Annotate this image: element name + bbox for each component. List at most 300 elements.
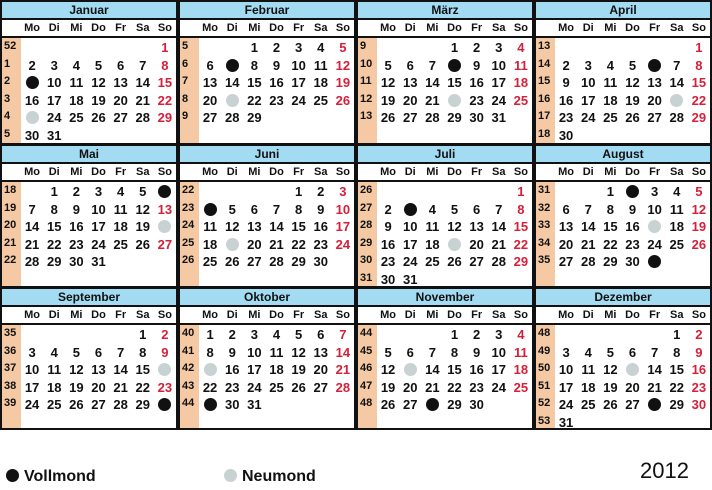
new-moon-icon xyxy=(448,94,461,107)
weekday-label: Sa xyxy=(492,166,506,178)
day-number: 11 xyxy=(203,219,217,234)
day-number: 23 xyxy=(69,236,84,252)
day-number: 12 xyxy=(291,344,306,360)
week-number: 5 xyxy=(4,127,11,140)
weekday-label: Sa xyxy=(492,309,506,321)
day-number: 22 xyxy=(603,236,618,252)
day-number: 10 xyxy=(247,344,262,360)
day-number: 22 xyxy=(447,379,462,395)
day-number: 29 xyxy=(603,254,618,269)
week-number: 26 xyxy=(360,184,373,196)
week-number: 37 xyxy=(4,362,17,374)
week-number: 41 xyxy=(182,344,195,357)
day-number: 23 xyxy=(380,254,396,269)
month-name: November xyxy=(358,289,532,307)
day-number: 16 xyxy=(558,92,574,108)
full-moon-icon xyxy=(404,203,417,216)
full-moon-icon xyxy=(204,203,217,216)
week-number: 29 xyxy=(360,236,373,249)
weekday-label: Mo xyxy=(558,22,575,34)
day-number: 1 xyxy=(139,327,147,342)
day-number: 4 xyxy=(50,344,58,360)
day-number: 14 xyxy=(335,344,351,360)
weekday-label: Di xyxy=(226,309,238,321)
day-number: 14 xyxy=(580,219,596,234)
day-number: 6 xyxy=(117,57,125,73)
day-number: 9 xyxy=(72,201,80,217)
week-number: 53 xyxy=(538,414,551,427)
full-moon-icon xyxy=(158,185,171,198)
day-number: 26 xyxy=(447,254,462,269)
new-moon-icon xyxy=(226,238,239,251)
new-moon-icon xyxy=(404,363,417,376)
month-märz xyxy=(356,0,534,145)
day-number: 12 xyxy=(69,362,84,377)
week-number: 15 xyxy=(538,75,551,87)
week-number: 38 xyxy=(4,379,17,392)
day-number: 23 xyxy=(313,236,328,252)
day-number: 18 xyxy=(69,92,84,108)
week-number: 23 xyxy=(182,201,195,214)
weekday-label: Mo xyxy=(202,166,219,178)
week-number: 39 xyxy=(4,397,17,409)
weekday-label: Fr xyxy=(293,166,305,178)
week-number: 14 xyxy=(538,57,551,70)
day-number: 11 xyxy=(514,57,528,73)
day-number: 29 xyxy=(157,110,173,125)
day-number: 3 xyxy=(495,40,503,55)
day-number: 13 xyxy=(469,219,484,234)
day-number: 15 xyxy=(691,75,707,90)
week-number: 50 xyxy=(538,362,551,374)
day-number: 21 xyxy=(491,236,506,252)
day-number: 24 xyxy=(580,110,596,125)
weekday-label: Mo xyxy=(202,22,219,34)
new-moon-icon xyxy=(158,363,171,376)
day-number: 17 xyxy=(247,362,262,377)
day-number: 20 xyxy=(247,236,262,252)
day-number: 5 xyxy=(228,201,236,217)
weekday-label: Mo xyxy=(380,166,397,178)
day-number: 1 xyxy=(673,327,681,342)
day-number: 9 xyxy=(562,75,570,90)
day-number: 26 xyxy=(691,236,707,252)
day-number: 22 xyxy=(46,236,62,252)
day-number: 29 xyxy=(135,397,150,412)
day-number: 22 xyxy=(291,236,306,252)
day-number: 16 xyxy=(269,75,284,90)
weekday-label: Mi xyxy=(604,22,617,34)
week-number: 16 xyxy=(538,92,551,105)
weekday-label: Mi xyxy=(248,166,261,178)
day-number: 15 xyxy=(447,75,462,90)
day-number: 29 xyxy=(291,254,306,269)
day-number: 25 xyxy=(603,110,618,125)
day-number: 28 xyxy=(580,254,596,269)
day-number: 13 xyxy=(113,75,128,90)
day-number: 19 xyxy=(625,92,640,108)
weekday-label: Do xyxy=(269,309,284,321)
weekday-label: Di xyxy=(48,22,60,34)
day-number: 11 xyxy=(603,75,618,90)
day-number: 2 xyxy=(161,327,169,342)
weekday-label: Fr xyxy=(471,166,483,178)
day-number: 14 xyxy=(425,75,440,90)
weekday-label: Do xyxy=(91,22,106,34)
day-number: 20 xyxy=(625,379,640,395)
weekday-header xyxy=(180,20,354,38)
day-number: 21 xyxy=(580,236,596,252)
full-moon-icon xyxy=(204,398,217,411)
week-number: 5 xyxy=(182,40,189,52)
day-number: 18 xyxy=(513,362,529,377)
week-number: 27 xyxy=(360,201,373,214)
day-number: 8 xyxy=(295,201,303,217)
day-number: 27 xyxy=(402,110,418,125)
weekday-label: Mi xyxy=(426,22,439,34)
weekday-label: So xyxy=(335,22,350,34)
month-name: September xyxy=(2,289,176,307)
day-number: 19 xyxy=(335,75,351,90)
weekday-label: Mi xyxy=(604,166,617,178)
full-moon-icon xyxy=(6,469,19,482)
day-number: 19 xyxy=(69,379,84,395)
day-number: 25 xyxy=(269,379,284,395)
day-number: 25 xyxy=(313,92,328,108)
day-number: 7 xyxy=(272,201,281,217)
day-number: 27 xyxy=(91,397,106,412)
legend-new-moon xyxy=(224,466,316,488)
week-number: 44 xyxy=(360,327,373,339)
day-number: 8 xyxy=(673,344,681,360)
day-number: 12 xyxy=(625,75,640,90)
day-number: 25 xyxy=(113,236,128,252)
day-number: 17 xyxy=(491,362,506,377)
full-moon-icon xyxy=(648,59,661,72)
day-number: 21 xyxy=(24,236,40,252)
weekday-label: Do xyxy=(625,309,640,321)
day-number: 1 xyxy=(206,327,214,342)
day-number: 28 xyxy=(335,379,351,395)
weekday-header xyxy=(2,164,176,182)
weekday-label: Fr xyxy=(293,22,305,34)
weekday-label: So xyxy=(691,22,706,34)
full-moon-icon xyxy=(26,76,39,89)
day-number: 8 xyxy=(450,344,459,360)
day-number: 29 xyxy=(447,397,462,412)
day-number: 2 xyxy=(473,40,481,55)
weekday-header xyxy=(536,307,710,325)
day-number: 28 xyxy=(491,254,506,269)
day-number: 2 xyxy=(384,201,392,217)
day-number: 10 xyxy=(91,201,106,217)
weekday-label: Mo xyxy=(24,166,41,178)
day-number: 6 xyxy=(406,344,414,360)
day-number: 9 xyxy=(695,344,703,360)
day-number: 12 xyxy=(447,219,462,234)
day-number: 4 xyxy=(673,184,681,199)
day-number: 13 xyxy=(558,219,574,234)
day-number: 1 xyxy=(606,184,614,199)
week-number: 17 xyxy=(538,110,551,122)
weekday-label: Mo xyxy=(202,309,219,321)
day-number: 10 xyxy=(335,201,351,217)
day-number: 12 xyxy=(380,75,396,90)
weekday-label: Sa xyxy=(670,22,684,34)
weekday-header xyxy=(358,307,532,325)
day-number: 6 xyxy=(250,201,258,217)
day-number: 14 xyxy=(269,219,284,234)
day-number: 11 xyxy=(425,219,440,234)
week-number: 30 xyxy=(360,254,373,266)
day-number: 12 xyxy=(135,201,150,217)
week-number: 52 xyxy=(4,40,17,52)
legend-new-label: Neumond xyxy=(242,468,316,485)
day-number: 14 xyxy=(24,219,40,234)
day-number: 9 xyxy=(473,344,481,360)
day-number: 24 xyxy=(335,236,351,252)
day-number: 18 xyxy=(202,236,218,252)
weekday-label: Do xyxy=(269,22,284,34)
day-number: 9 xyxy=(473,57,481,73)
month-name: Februar xyxy=(180,2,354,20)
weekday-label: Do xyxy=(91,309,106,321)
day-number: 11 xyxy=(581,362,596,377)
day-number: 23 xyxy=(469,379,484,395)
week-number: 18 xyxy=(4,184,17,196)
day-number: 19 xyxy=(603,379,618,395)
day-number: 10 xyxy=(491,57,506,73)
weekday-label: Sa xyxy=(136,309,150,321)
day-number: 30 xyxy=(558,127,574,143)
day-number: 8 xyxy=(517,201,525,217)
month-januar xyxy=(0,0,178,145)
day-number: 22 xyxy=(513,236,529,252)
weekday-label: Sa xyxy=(670,309,684,321)
day-number: 26 xyxy=(135,236,150,252)
weekday-label: Mo xyxy=(380,309,397,321)
weekday-label: Di xyxy=(582,309,594,321)
day-number: 11 xyxy=(313,57,328,73)
weekday-label: Sa xyxy=(314,22,328,34)
day-number: 5 xyxy=(139,184,147,199)
day-number: 28 xyxy=(224,110,240,125)
month-august xyxy=(534,144,712,288)
week-number: 9 xyxy=(182,110,189,122)
day-number: 25 xyxy=(425,254,440,269)
day-number: 10 xyxy=(291,57,306,73)
day-number: 15 xyxy=(447,362,462,377)
week-number: 25 xyxy=(182,236,195,249)
day-number: 16 xyxy=(380,236,396,252)
day-number: 22 xyxy=(669,379,684,395)
month-name: Dezember xyxy=(536,289,710,307)
day-number: 27 xyxy=(113,110,128,125)
day-number: 30 xyxy=(691,397,707,412)
full-moon-icon xyxy=(158,398,171,411)
day-number: 27 xyxy=(625,397,640,412)
day-number: 24 xyxy=(91,236,106,252)
legend-full-moon xyxy=(6,466,96,488)
week-number: 44 xyxy=(182,397,195,409)
day-number: 4 xyxy=(72,57,80,73)
day-number: 5 xyxy=(606,344,614,360)
day-number: 7 xyxy=(495,201,503,217)
week-number: 19 xyxy=(4,201,17,214)
day-number: 4 xyxy=(428,201,436,217)
week-number: 33 xyxy=(538,219,551,231)
day-number: 9 xyxy=(272,57,281,73)
day-number: 6 xyxy=(628,344,637,360)
day-number: 24 xyxy=(647,236,662,252)
day-number: 15 xyxy=(603,219,618,234)
day-number: 2 xyxy=(228,327,236,342)
day-number: 6 xyxy=(94,344,103,360)
day-number: 2 xyxy=(562,57,570,73)
day-number: 12 xyxy=(691,201,707,217)
weekday-header xyxy=(2,20,176,38)
day-number: 26 xyxy=(380,397,396,412)
week-number: 1 xyxy=(4,57,11,70)
day-number: 9 xyxy=(317,201,325,217)
weekday-label: Sa xyxy=(314,166,328,178)
day-number: 26 xyxy=(625,110,640,125)
full-moon-icon xyxy=(626,185,639,198)
day-number: 7 xyxy=(651,344,659,360)
day-number: 26 xyxy=(69,397,84,412)
day-number: 27 xyxy=(469,254,484,269)
week-number: 52 xyxy=(538,397,551,409)
week-number: 31 xyxy=(360,271,373,284)
weekday-label: Fr xyxy=(649,22,661,34)
weekday-label: So xyxy=(157,22,172,34)
day-number: 12 xyxy=(224,219,240,234)
month-juni xyxy=(178,144,356,288)
day-number: 17 xyxy=(91,219,106,234)
weekday-label: Fr xyxy=(115,166,127,178)
month-name: Januar xyxy=(2,2,176,20)
day-number: 21 xyxy=(113,379,128,395)
day-number: 18 xyxy=(669,219,684,234)
week-number: 22 xyxy=(4,254,17,266)
day-number: 17 xyxy=(402,236,418,252)
month-september xyxy=(0,287,178,430)
day-number: 1 xyxy=(450,327,459,342)
day-number: 25 xyxy=(513,379,529,395)
weekday-label: Mo xyxy=(558,309,575,321)
week-number: 28 xyxy=(360,219,373,231)
day-number: 17 xyxy=(491,75,506,90)
week-number: 34 xyxy=(538,236,551,249)
weekday-label: Sa xyxy=(136,166,150,178)
weekday-label: Di xyxy=(404,22,416,34)
day-number: 3 xyxy=(339,184,347,199)
day-number: 7 xyxy=(139,57,147,73)
day-number: 4 xyxy=(606,57,614,73)
full-moon-icon xyxy=(448,59,461,72)
day-number: 1 xyxy=(295,184,303,199)
day-number: 7 xyxy=(28,201,36,217)
day-number: 1 xyxy=(517,184,525,199)
day-number: 13 xyxy=(157,201,173,217)
day-number: 16 xyxy=(224,362,240,377)
day-number: 31 xyxy=(491,110,506,125)
day-number: 27 xyxy=(202,110,218,125)
day-number: 4 xyxy=(517,40,525,55)
day-number: 6 xyxy=(206,57,214,73)
day-number: 14 xyxy=(135,75,150,90)
day-number: 3 xyxy=(50,57,58,73)
week-number: 49 xyxy=(538,344,551,357)
day-number: 2 xyxy=(695,327,703,342)
week-number: 45 xyxy=(360,344,373,357)
day-number: 16 xyxy=(69,219,84,234)
weekday-label: Di xyxy=(582,22,594,34)
day-number: 19 xyxy=(135,219,150,234)
day-number: 18 xyxy=(603,92,618,108)
day-number: 23 xyxy=(269,92,284,108)
weekday-label: Do xyxy=(447,166,462,178)
day-number: 16 xyxy=(691,362,707,377)
full-moon-icon xyxy=(648,398,661,411)
day-number: 20 xyxy=(202,92,218,108)
day-number: 12 xyxy=(91,75,106,90)
day-number: 13 xyxy=(313,344,328,360)
day-number: 27 xyxy=(313,379,328,395)
week-number: 42 xyxy=(182,362,195,374)
day-number: 3 xyxy=(94,184,103,199)
weekday-label: So xyxy=(335,309,350,321)
day-number: 6 xyxy=(317,327,325,342)
weekday-label: Fr xyxy=(649,309,661,321)
weekday-label: Mi xyxy=(70,309,83,321)
day-number: 22 xyxy=(157,92,173,108)
year-label: 2012 xyxy=(640,458,689,483)
day-number: 21 xyxy=(647,379,662,395)
day-number: 2 xyxy=(272,40,281,55)
day-number: 29 xyxy=(669,397,684,412)
weekday-label: Fr xyxy=(115,309,127,321)
day-number: 2 xyxy=(317,184,325,199)
day-number: 31 xyxy=(46,127,62,143)
month-juli xyxy=(356,144,534,288)
day-number: 20 xyxy=(313,362,328,377)
weekday-label: Mo xyxy=(24,309,41,321)
day-number: 24 xyxy=(46,110,62,125)
weekday-header xyxy=(180,164,354,182)
day-number: 31 xyxy=(558,414,574,430)
day-number: 27 xyxy=(647,110,662,125)
day-number: 6 xyxy=(562,201,570,217)
weekday-label: Di xyxy=(48,309,60,321)
day-number: 30 xyxy=(469,397,484,412)
day-number: 3 xyxy=(495,327,503,342)
day-number: 12 xyxy=(603,362,618,377)
day-number: 24 xyxy=(247,379,262,395)
new-moon-icon xyxy=(158,220,171,233)
day-number: 16 xyxy=(625,219,640,234)
new-moon-icon xyxy=(648,220,661,233)
day-number: 5 xyxy=(384,344,392,360)
day-number: 4 xyxy=(272,327,281,342)
weekday-label: So xyxy=(513,309,528,321)
day-number: 18 xyxy=(269,362,284,377)
day-number: 22 xyxy=(691,92,707,108)
weekday-label: Mi xyxy=(426,309,439,321)
day-number: 10 xyxy=(46,75,62,90)
day-number: 31 xyxy=(247,397,262,412)
day-number: 16 xyxy=(469,75,484,90)
